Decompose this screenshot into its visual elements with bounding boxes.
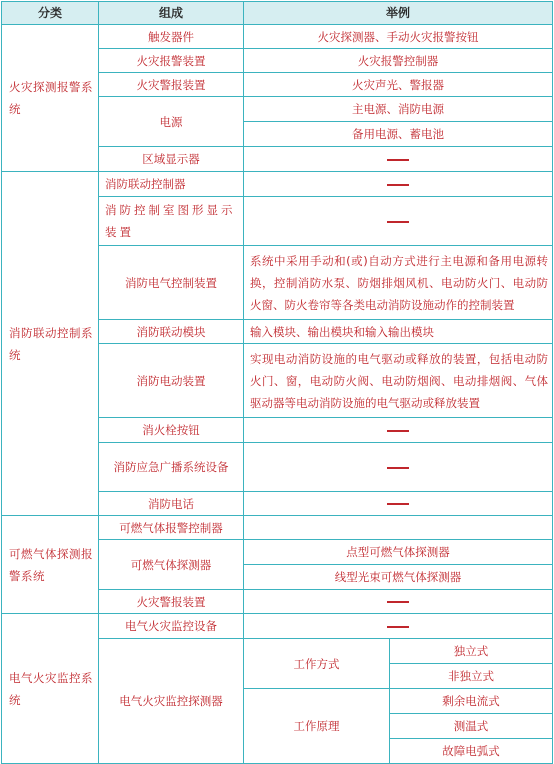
component-cell: 消防电话 [99,492,244,516]
dash-cell [244,614,553,639]
example-cell: 火灾报警控制器 [244,49,553,73]
component-cell: 电气火灾监控探测器 [99,639,244,764]
dash-mark [387,159,409,161]
example-cell: 火灾声光、警报器 [244,73,553,97]
dash-mark [387,184,409,186]
subgroup-label-cell: 工作原理 [244,689,390,764]
component-cell: 消防应急广播系统设备 [99,443,244,492]
component-cell: 区域显示器 [99,147,244,172]
dash-cell [244,172,553,197]
header-category: 分类 [2,2,99,25]
dash-mark [387,503,409,505]
component-cell: 电气火灾监控设备 [99,614,244,639]
fire-system-table [1,1,553,764]
subgroup-label-cell: 工作方式 [244,639,390,689]
subitem-cell: 剩余电流式 [390,689,553,714]
component-cell: 消火栓按钮 [99,418,244,443]
component-cell: 消防控制室图形显示装置 [99,197,244,246]
dash-cell [244,492,553,516]
component-cell: 消防电气控制装置 [99,246,244,320]
example-cell: 系统中采用手动和(或)自动方式进行主电源和备用电源转换，控制消防水泵、防烟排烟风机、电动防火门、电动防火窗、防火卷帘等各类电动消防设施动作的控制装置 [244,246,553,320]
dash-mark [387,601,409,603]
category-cell: 火灾探测报警系统 [2,25,99,172]
component-cell: 消防电动装置 [99,344,244,418]
dash-mark [387,430,409,432]
example-cell: 实现电动消防设施的电气驱动或释放的装置，包括电动防火门、窗，电动防火阀、电动防烟阀、电动排烟阀、气体驱动器等电动消防设施的电气驱动或释放装置 [244,344,553,418]
category-cell: 消防联动控制系统 [2,172,99,516]
component-cell: 消防联动控制器 [99,172,244,197]
example-cell: 主电源、消防电源 [244,97,553,122]
component-cell: 可燃气体报警控制器 [99,516,244,540]
table-row [2,172,553,197]
example-cell: 备用电源、蓄电池 [244,122,553,147]
dash-cell [244,443,553,492]
example-cell: 点型可燃气体探测器 [244,540,553,565]
dash-mark [387,221,409,223]
table-header-row [2,2,553,25]
subitem-cell: 故障电弧式 [390,739,553,764]
dash-mark [387,467,409,469]
dash-cell [244,147,553,172]
dash-mark [387,626,409,628]
table-row [2,614,553,639]
example-cell [244,516,553,540]
component-cell: 火灾报警装置 [99,49,244,73]
dash-cell [244,418,553,443]
component-cell: 触发器件 [99,25,244,49]
example-cell: 输入模块、输出模块和输入输出模块 [244,320,553,344]
fire-system-table-container [0,1,554,759]
category-cell: 电气火灾监控系统 [2,614,99,764]
category-cell: 可燃气体探测报警系统 [2,516,99,614]
example-cell: 线型光束可燃气体探测器 [244,565,553,590]
component-cell: 火灾警报装置 [99,73,244,97]
header-component: 组成 [99,2,244,25]
table-row [2,516,553,540]
component-cell: 消防联动模块 [99,320,244,344]
subitem-cell: 非独立式 [390,664,553,689]
component-cell: 可燃气体探测器 [99,540,244,590]
table-row [2,25,553,49]
subitem-cell: 独立式 [390,639,553,664]
dash-cell [244,590,553,614]
dash-cell [244,197,553,246]
subitem-cell: 测温式 [390,714,553,739]
example-cell: 火灾探测器、手动火灾报警按钮 [244,25,553,49]
component-cell: 电源 [99,97,244,147]
header-example: 举例 [244,2,553,25]
component-cell: 火灾警报装置 [99,590,244,614]
